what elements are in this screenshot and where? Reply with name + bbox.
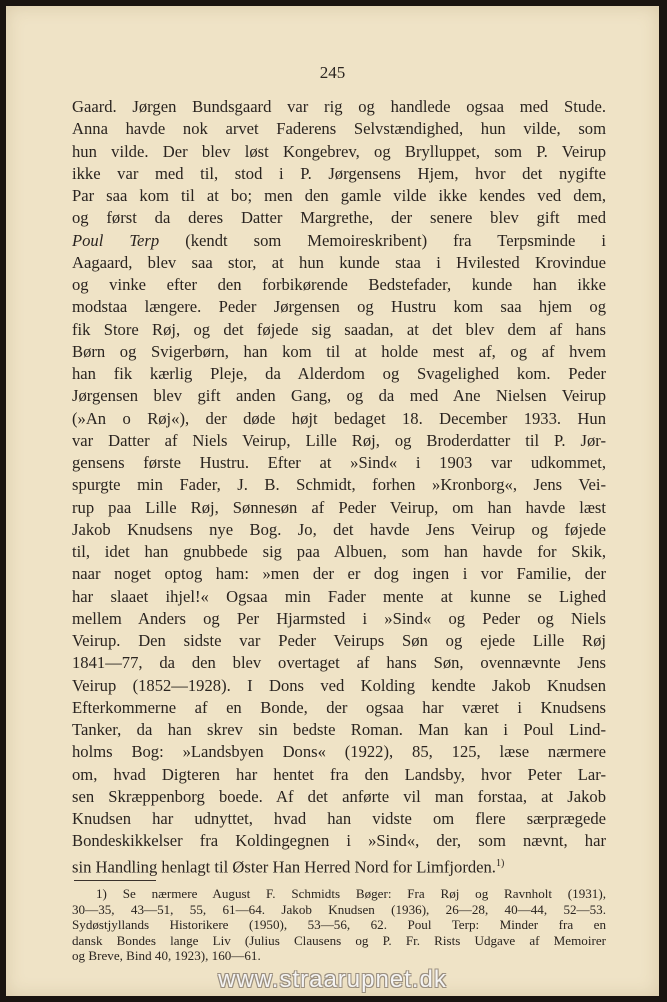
text-line: holms Bog: »Landsbyen Dons« (1922), 85, 125, læse nærmere — [72, 742, 606, 762]
text-line: Par saa kom til at bo; men den gamle vilde ikke kendes ved dem, — [72, 186, 606, 205]
text-line: Jakob Knudsens nye Bog. Jo, det havde Jens Veirup og føjede — [72, 519, 606, 539]
footnote-line-text: Se nærmere August F. Schmidts Bøger: Fra Røj og Ravnholt (1931), — [122, 886, 606, 901]
page-number: 245 — [319, 63, 346, 82]
footnote-line: 30—35, 43—51, 55, 61—64. Jakob Knudsen (1936), 26—28, 40—44, 52—53. — [72, 901, 606, 917]
text-line: hun vilde. Der blev løst Kongebrev, og Brylluppet, som P. Veirup — [72, 141, 606, 161]
footnote-line: og Breve, Bind 40, 1923), 160—61. — [72, 948, 261, 963]
text-line: gensens første Hustru. Efter at »Sind« i 1903 var udkommet, — [72, 453, 606, 472]
text-line: Børn og Svigerbørn, han kom til at holde mest af, og af hvem — [72, 341, 606, 361]
text-line: Knudsen har udnyttet, hvad han vidste om flere særprægede — [72, 809, 606, 828]
body-text — [72, 96, 606, 875]
footnote-marker: 1) — [495, 857, 505, 869]
text-line: (»An o Røj«), der døde højt bedaget 18. December 1933. Hun — [72, 408, 606, 428]
text-line: Aagaard, blev saa stor, at hun kunde staa i Hvilested Krovindue — [72, 252, 606, 272]
footnote — [72, 886, 606, 964]
text-line: naar noget optog ham: »men der er dog ingen i vor Familie, der — [72, 564, 606, 584]
text-line: Anna havde nok arvet Faderens Selvstændighed, hun vilde, som — [72, 119, 606, 139]
footnote-number: 1) — [96, 886, 107, 901]
text-line: til, idet han gnubbede sig paa Albuen, som han havde for Skik, — [72, 542, 606, 561]
text-line: Tanker, da han skrev sin bedste Roman. Man kan i Poul Lind- — [72, 720, 606, 739]
text-line: og først da deres Datter Margrethe, der senere blev gift med — [72, 208, 606, 228]
text-line: har slaaet ihjel!« Ogsaa min Fader mente at kunne se Lighed — [72, 586, 606, 606]
text-line: Jørgensen blev gift anden Gang, og da med Ane Nielsen Veirup — [72, 386, 606, 406]
text-line: han fik kærlig Pleje, da Alderdom og Svagelighed kom. Peder — [72, 364, 606, 383]
text-line — [72, 230, 606, 252]
site-watermark: www.straarupnet.dk — [218, 966, 447, 993]
text-line: Bondeskikkelser fra Koldingegnen i »Sind«, der, som nævnt, har — [72, 831, 606, 851]
text-line-rest: (kendt som Memoireskribent) fra Terpsminde i — [185, 230, 606, 250]
italic-name: Poul Terp — [72, 230, 160, 250]
text-line: spurgte min Fader, J. B. Schmidt, forhen »Kronborg«, Jens Vei- — [72, 475, 606, 495]
footnote-line — [72, 886, 606, 902]
text-line: og vinke efter den forbikørende Bedstefader, kunde han ikke — [72, 275, 606, 294]
text-line: sen Skræppenborg boede. Af det anførte vil man forstaa, at Jakob — [72, 786, 606, 806]
text-line: var Datter af Niels Veirup, Lille Røj, og Broderdatter til P. Jør- — [72, 430, 606, 450]
text-line: ikke var med til, stod i P. Jørgensens Hjem, hvor det nygifte — [72, 163, 606, 183]
text-line: Veirup (1852—1928). I Dons ved Kolding kendte Jakob Knudsen — [72, 675, 606, 695]
footnote-divider — [74, 880, 156, 881]
text-line: rup paa Lille Røj, Sønnesøn af Peder Veirup, om han havde læst — [72, 497, 606, 517]
book-page — [6, 6, 659, 996]
text-line — [72, 853, 606, 875]
text-line: modstaa længere. Peder Jørgensen og Hustru kom saa hjem og — [72, 297, 606, 317]
text-line: Efterkommerne af en Bonde, der ogsaa har været i Knudsens — [72, 697, 606, 717]
text-line: om, hvad Digteren har hentet fra den Landsby, hvor Peter Lar- — [72, 764, 606, 784]
footnote-line: dansk Bondes lange Liv (Julius Clausens og P. Fr. Rists Udgave af Memoirer — [72, 932, 606, 948]
text-line: mellem Anders og Per Hjarmsted i »Sind« og Peder og Niels — [72, 608, 606, 628]
text-line: Gaard. Jørgen Bundsgaard var rig og handlede ogsaa med Stude. — [72, 97, 606, 116]
text-line: Veirup. Den sidste var Peder Veirups Søn og ejede Lille Røj — [72, 631, 606, 650]
text-line-final: sin Handling henlagt til Øster Han Herred Nord for Limfjorden. — [72, 857, 496, 877]
text-line: fik Store Røj, og det føjede sig saadan, at det blev dem af hans — [72, 319, 606, 339]
text-line: 1841—77, da den blev overtaget af hans Søn, ovennævnte Jens — [72, 653, 606, 673]
footnote-line: Sydøstjyllands Historikere (1950), 53—56, 62. Poul Terp: Minder fra en — [72, 917, 606, 932]
